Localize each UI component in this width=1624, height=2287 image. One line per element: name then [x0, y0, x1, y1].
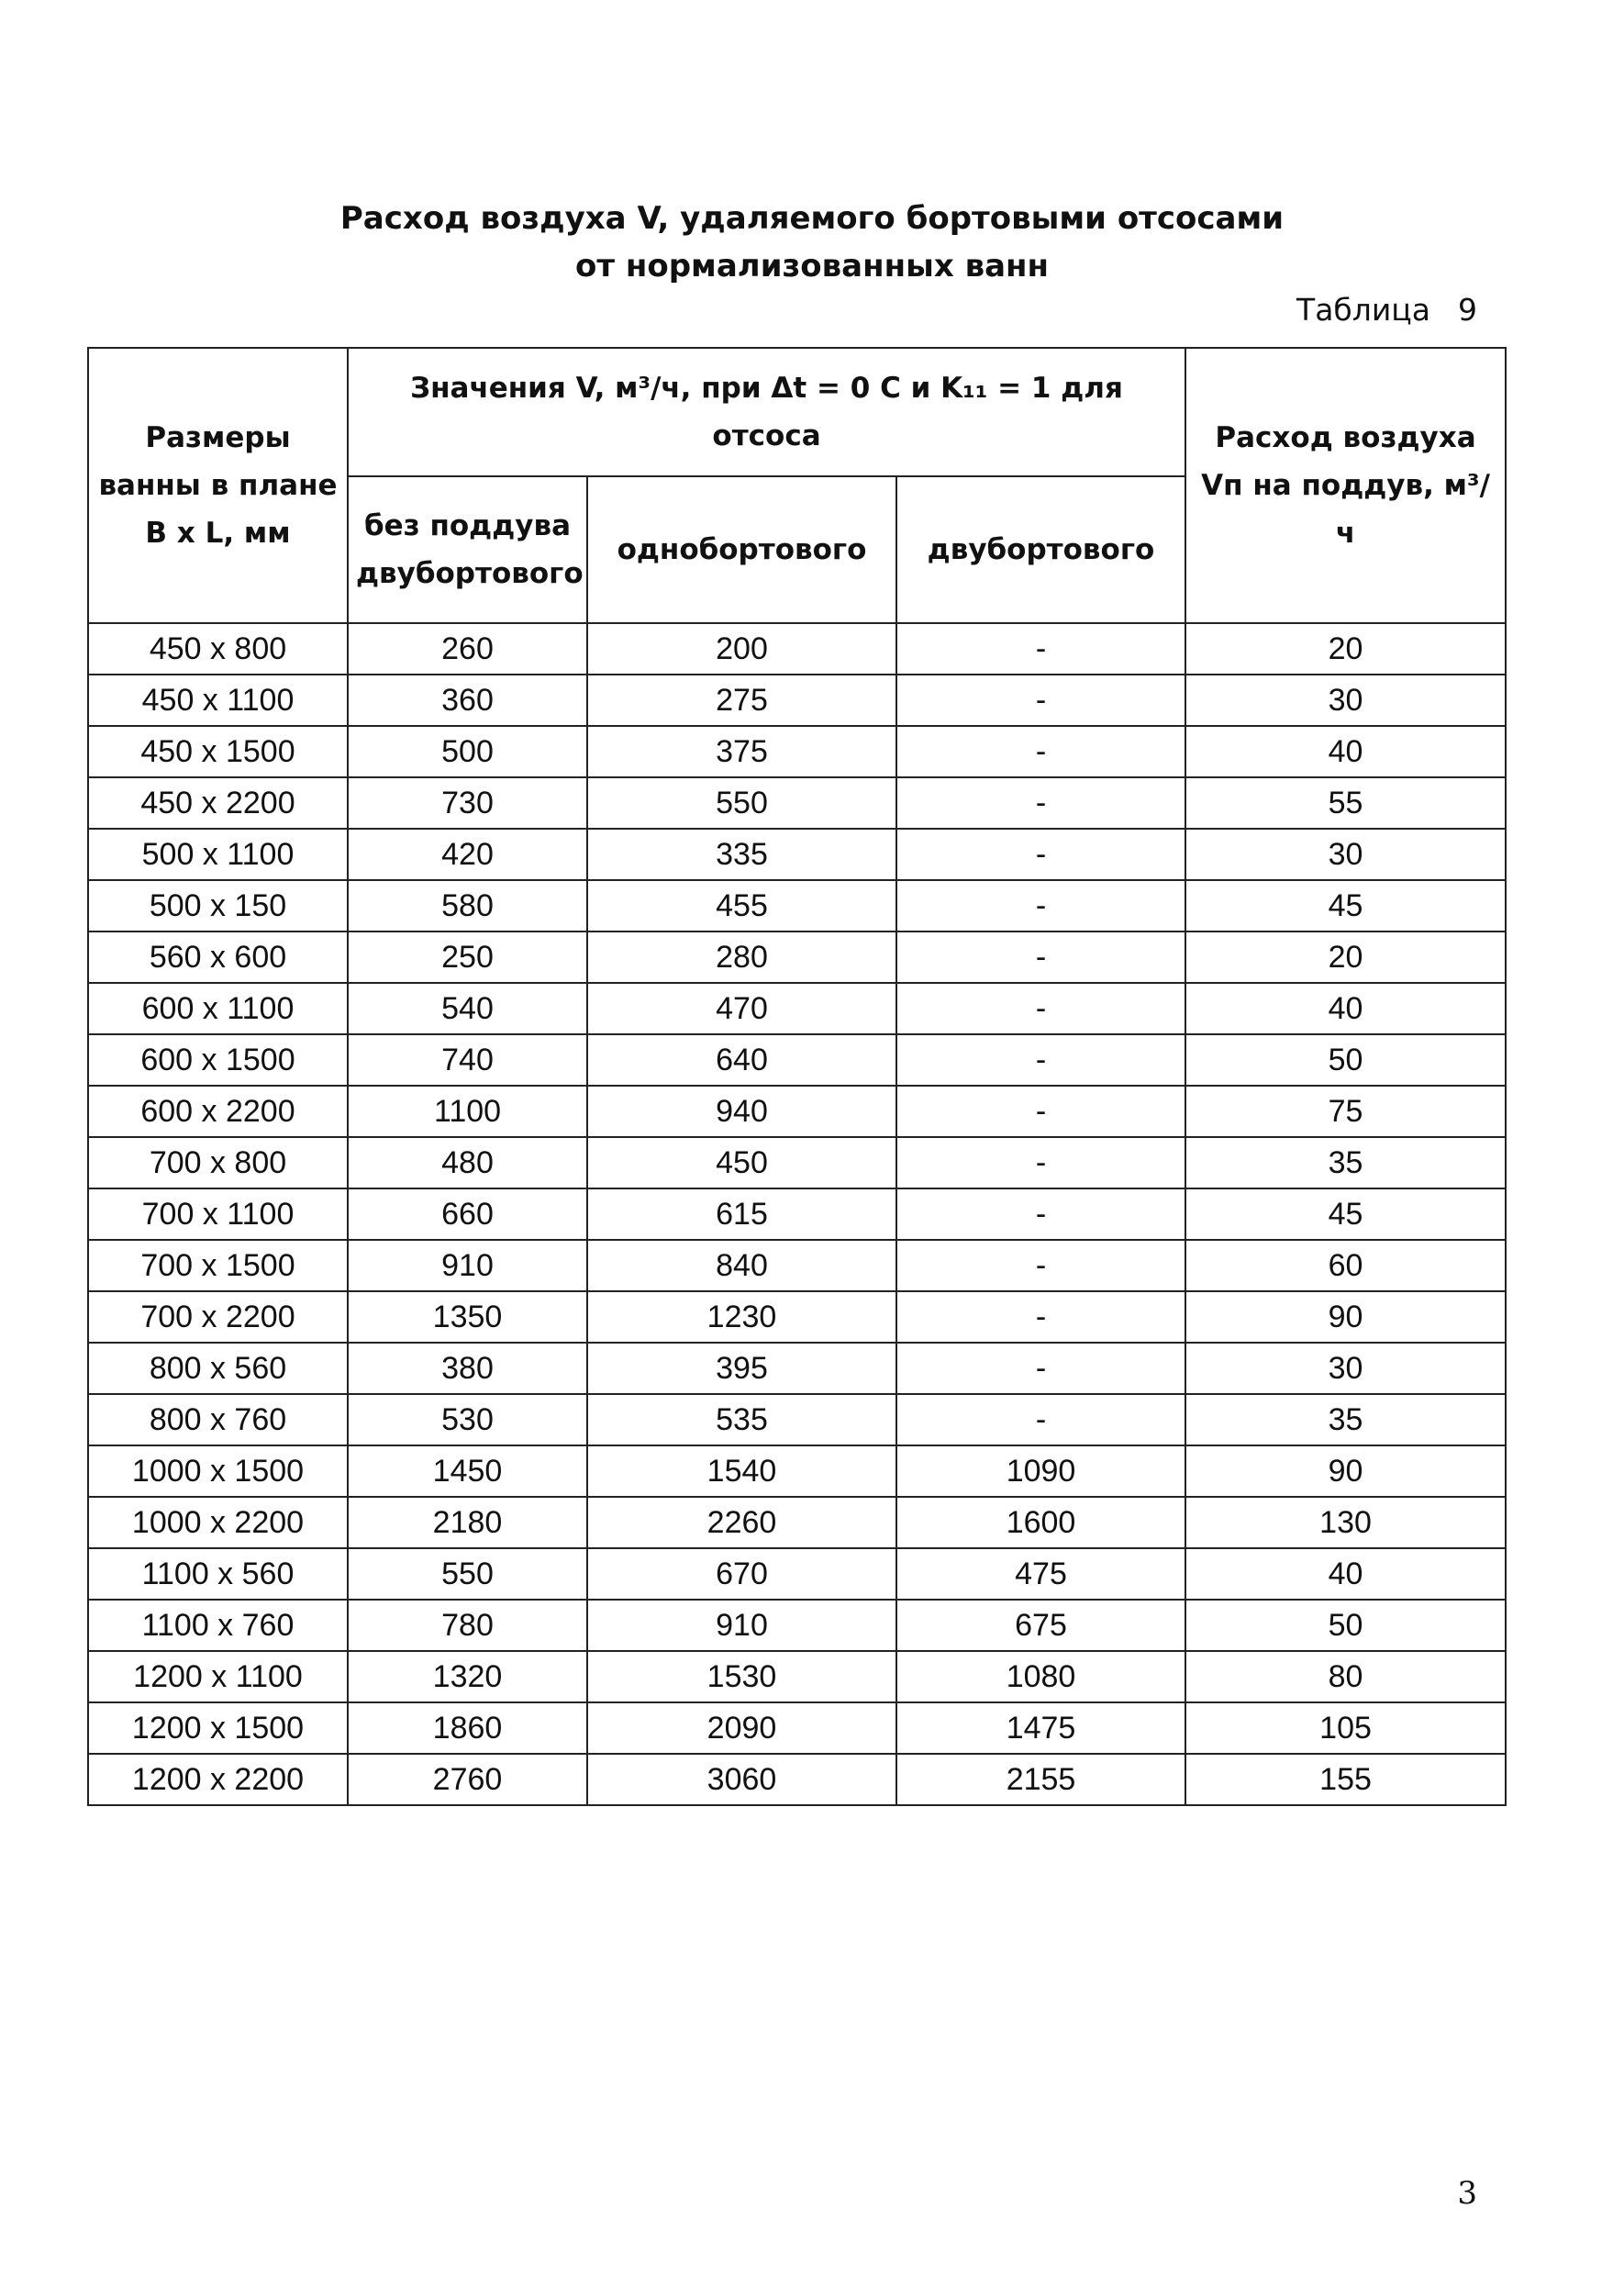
- cell-no-blow: 740: [348, 1034, 587, 1086]
- cell-one-side: 910: [587, 1600, 896, 1651]
- cell-two-side: 1600: [896, 1497, 1185, 1548]
- cell-size: 1200 x 2200: [88, 1754, 348, 1805]
- cell-two-side: -: [896, 726, 1185, 777]
- cell-one-side: 200: [587, 623, 896, 675]
- table-caption-label: Таблица: [1296, 292, 1430, 328]
- cell-one-side: 840: [587, 1240, 896, 1291]
- cell-no-blow: 260: [348, 623, 587, 675]
- cell-two-side: -: [896, 932, 1185, 983]
- table-row: [88, 726, 1506, 777]
- cell-two-side: -: [896, 623, 1185, 675]
- cell-one-side: 375: [587, 726, 896, 777]
- table-row: [88, 1600, 1506, 1651]
- cell-no-blow: 2180: [348, 1497, 587, 1548]
- cell-two-side: -: [896, 1291, 1185, 1343]
- cell-two-side: -: [896, 1086, 1185, 1137]
- cell-blow: 75: [1185, 1086, 1506, 1137]
- header-two-side: двубортового: [896, 476, 1185, 623]
- cell-blow: 80: [1185, 1651, 1506, 1702]
- table-row: [88, 1086, 1506, 1137]
- cell-one-side: 2090: [587, 1702, 896, 1754]
- cell-size: 450 x 1500: [88, 726, 348, 777]
- cell-two-side: -: [896, 675, 1185, 726]
- cell-no-blow: 1450: [348, 1445, 587, 1497]
- cell-no-blow: 910: [348, 1240, 587, 1291]
- cell-no-blow: 530: [348, 1394, 587, 1445]
- cell-one-side: 535: [587, 1394, 896, 1445]
- cell-two-side: -: [896, 880, 1185, 932]
- cell-one-side: 670: [587, 1548, 896, 1600]
- cell-blow: 50: [1185, 1600, 1506, 1651]
- page-number: 3: [1457, 2175, 1477, 2212]
- cell-no-blow: 1860: [348, 1702, 587, 1754]
- table-row: [88, 829, 1506, 880]
- cell-one-side: 335: [587, 829, 896, 880]
- cell-size: 1000 x 2200: [88, 1497, 348, 1548]
- cell-size: 1000 x 1500: [88, 1445, 348, 1497]
- cell-one-side: 450: [587, 1137, 896, 1188]
- cell-size: 500 x 150: [88, 880, 348, 932]
- cell-two-side: 1475: [896, 1702, 1185, 1754]
- cell-blow: 45: [1185, 880, 1506, 932]
- header-one-side: однобортового: [587, 476, 896, 623]
- header-size: Размеры ванны в плане B x L, мм: [88, 348, 348, 623]
- cell-one-side: 615: [587, 1188, 896, 1240]
- cell-blow: 40: [1185, 1548, 1506, 1600]
- cell-no-blow: 550: [348, 1548, 587, 1600]
- cell-two-side: -: [896, 983, 1185, 1034]
- cell-one-side: 275: [587, 675, 896, 726]
- cell-one-side: 1530: [587, 1651, 896, 1702]
- cell-no-blow: 540: [348, 983, 587, 1034]
- cell-one-side: 940: [587, 1086, 896, 1137]
- cell-no-blow: 1100: [348, 1086, 587, 1137]
- title-line-2: от нормализованных ванн: [574, 248, 1050, 284]
- cell-two-side: -: [896, 1034, 1185, 1086]
- cell-blow: 90: [1185, 1445, 1506, 1497]
- cell-size: 1200 x 1500: [88, 1702, 348, 1754]
- cell-blow: 35: [1185, 1394, 1506, 1445]
- cell-size: 700 x 1100: [88, 1188, 348, 1240]
- table-row: [88, 1445, 1506, 1497]
- cell-blow: 20: [1185, 623, 1506, 675]
- document-title: [0, 195, 1624, 290]
- cell-size: 1100 x 560: [88, 1548, 348, 1600]
- cell-size: 450 x 1100: [88, 675, 348, 726]
- cell-blow: 40: [1185, 726, 1506, 777]
- cell-blow: 30: [1185, 675, 1506, 726]
- cell-one-side: 280: [587, 932, 896, 983]
- cell-one-side: 1540: [587, 1445, 896, 1497]
- cell-blow: 35: [1185, 1137, 1506, 1188]
- cell-one-side: 455: [587, 880, 896, 932]
- cell-no-blow: 380: [348, 1343, 587, 1394]
- cell-no-blow: 360: [348, 675, 587, 726]
- cell-no-blow: 780: [348, 1600, 587, 1651]
- cell-no-blow: 660: [348, 1188, 587, 1240]
- table-row: [88, 1240, 1506, 1291]
- table-row: [88, 1291, 1506, 1343]
- cell-no-blow: 480: [348, 1137, 587, 1188]
- cell-two-side: 1090: [896, 1445, 1185, 1497]
- cell-one-side: 395: [587, 1343, 896, 1394]
- table-caption: [1296, 292, 1477, 328]
- cell-two-side: -: [896, 777, 1185, 829]
- cell-blow: 30: [1185, 1343, 1506, 1394]
- cell-size: 450 x 2200: [88, 777, 348, 829]
- header-values-group: Значения V, м³/ч, при Δt = 0 С и K₁₁ = 1 для отсоса: [348, 348, 1185, 476]
- cell-no-blow: 2760: [348, 1754, 587, 1805]
- table-row: [88, 623, 1506, 675]
- cell-no-blow: 420: [348, 829, 587, 880]
- cell-two-side: -: [896, 1188, 1185, 1240]
- cell-size: 800 x 760: [88, 1394, 348, 1445]
- cell-blow: 40: [1185, 983, 1506, 1034]
- cell-one-side: 2260: [587, 1497, 896, 1548]
- table-row: [88, 1188, 1506, 1240]
- airflow-table: [87, 347, 1507, 1806]
- header-no-blow: без поддува двубортового: [348, 476, 587, 623]
- cell-no-blow: 580: [348, 880, 587, 932]
- cell-one-side: 550: [587, 777, 896, 829]
- cell-blow: 50: [1185, 1034, 1506, 1086]
- cell-size: 700 x 800: [88, 1137, 348, 1188]
- table-row: [88, 1651, 1506, 1702]
- table-row: [88, 1034, 1506, 1086]
- cell-size: 600 x 1500: [88, 1034, 348, 1086]
- cell-size: 1200 x 1100: [88, 1651, 348, 1702]
- cell-blow: 30: [1185, 829, 1506, 880]
- cell-no-blow: 1350: [348, 1291, 587, 1343]
- table-row: [88, 1394, 1506, 1445]
- table-body: [88, 623, 1506, 1805]
- cell-two-side: 675: [896, 1600, 1185, 1651]
- table-row: [88, 880, 1506, 932]
- table-row: [88, 1548, 1506, 1600]
- cell-size: 600 x 2200: [88, 1086, 348, 1137]
- table-row: [88, 675, 1506, 726]
- table-row: [88, 777, 1506, 829]
- cell-blow: 45: [1185, 1188, 1506, 1240]
- cell-size: 500 x 1100: [88, 829, 348, 880]
- header-blow-flow: Расход воздуха Vп на поддув, м³/ч: [1185, 348, 1506, 623]
- cell-one-side: 640: [587, 1034, 896, 1086]
- cell-size: 450 x 800: [88, 623, 348, 675]
- cell-blow: 55: [1185, 777, 1506, 829]
- cell-one-side: 470: [587, 983, 896, 1034]
- cell-two-side: -: [896, 1394, 1185, 1445]
- table-caption-number: 9: [1458, 292, 1477, 328]
- cell-no-blow: 500: [348, 726, 587, 777]
- cell-no-blow: 730: [348, 777, 587, 829]
- table-row: [88, 1137, 1506, 1188]
- table-row: [88, 1702, 1506, 1754]
- cell-one-side: 3060: [587, 1754, 896, 1805]
- cell-two-side: -: [896, 829, 1185, 880]
- cell-size: 1100 x 760: [88, 1600, 348, 1651]
- cell-no-blow: 250: [348, 932, 587, 983]
- cell-size: 800 x 560: [88, 1343, 348, 1394]
- cell-two-side: 1080: [896, 1651, 1185, 1702]
- cell-blow: 130: [1185, 1497, 1506, 1548]
- cell-one-side: 1230: [587, 1291, 896, 1343]
- cell-blow: 90: [1185, 1291, 1506, 1343]
- cell-two-side: -: [896, 1240, 1185, 1291]
- table-row: [88, 1343, 1506, 1394]
- cell-blow: 105: [1185, 1702, 1506, 1754]
- cell-size: 560 x 600: [88, 932, 348, 983]
- cell-size: 600 x 1100: [88, 983, 348, 1034]
- cell-blow: 155: [1185, 1754, 1506, 1805]
- cell-blow: 60: [1185, 1240, 1506, 1291]
- cell-size: 700 x 1500: [88, 1240, 348, 1291]
- cell-two-side: -: [896, 1343, 1185, 1394]
- cell-no-blow: 1320: [348, 1651, 587, 1702]
- table-row: [88, 983, 1506, 1034]
- table-row: [88, 932, 1506, 983]
- title-line-1: Расход воздуха V, удаляемого бортовыми отсосами: [339, 200, 1285, 237]
- table-row: [88, 1497, 1506, 1548]
- table-row: [88, 1754, 1506, 1805]
- cell-two-side: 2155: [896, 1754, 1185, 1805]
- cell-two-side: 475: [896, 1548, 1185, 1600]
- cell-size: 700 x 2200: [88, 1291, 348, 1343]
- cell-two-side: -: [896, 1137, 1185, 1188]
- cell-blow: 20: [1185, 932, 1506, 983]
